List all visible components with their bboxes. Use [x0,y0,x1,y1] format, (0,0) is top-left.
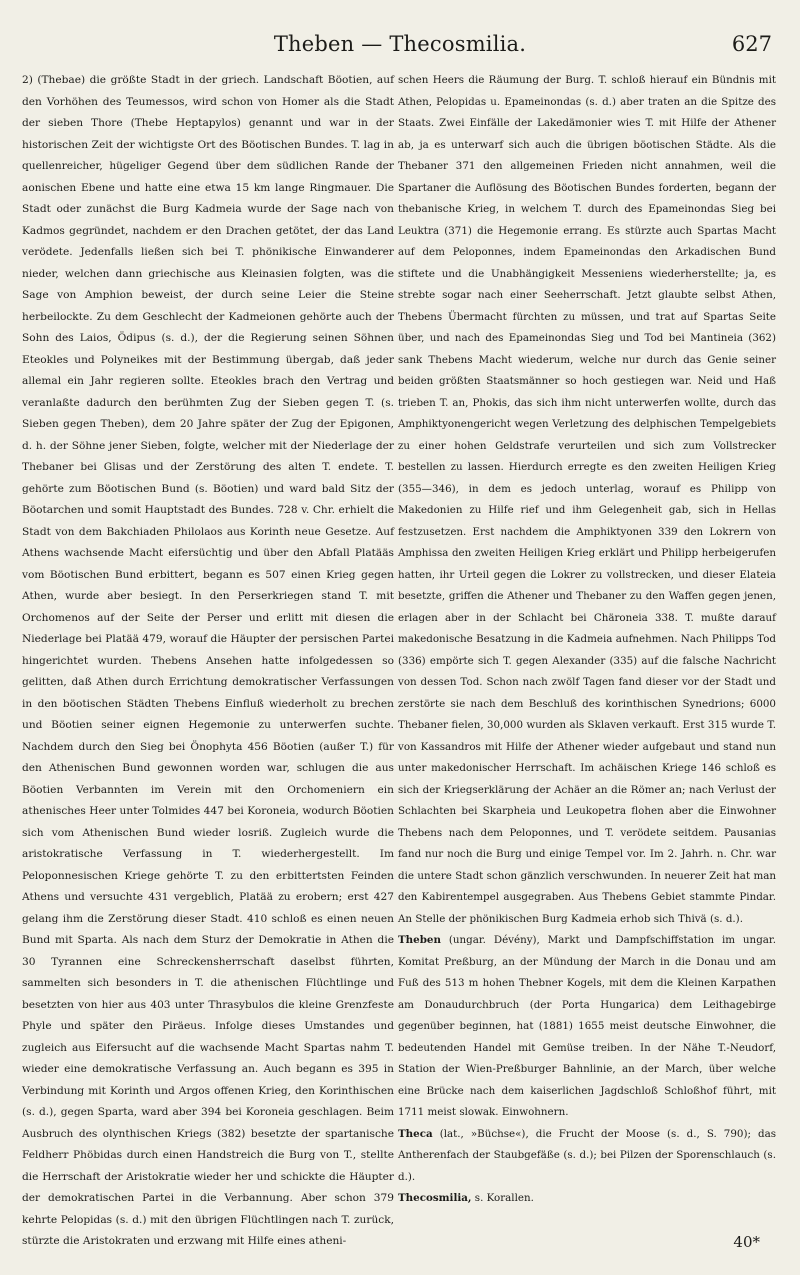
page-number: 627 [731,32,772,56]
entry-theben-ungarn [398,930,776,1124]
right-column [398,70,776,1210]
running-title: Theben — Thecosmilia. [273,32,527,56]
signature-mark: 40* [733,1233,760,1251]
lemma-thecosmilia: Thecosmilia, [398,1192,472,1204]
lemma-theca: Theca [398,1127,433,1140]
entry-theben-text: (ungar. Dévény), Markt und Dampfschiffstation im ungar. Komitat Preßburg, an der Mündung der March in die Donau und am Fuß des 513 m hohen Thebner Kogels, mit dem die Kleinen Karpathen am Donaudurchbruch (der Porta Hungarica) dem Leithagebirge gegenüber beginnen, hat (1881) 1655 meist deutsche Einwohner, die bedeutenden Handel mit Gemüse treiben. In der Nähe T.-Neudorf, Station der Wien-Preßburger Bahnlinie, an der March, über welche eine Brücke nach dem kaiserlichen Jagdschloß Schloßhof führt, mit 1711 meist slowak. Einwohnern. [398,934,776,1118]
entry-theca-text: (lat., »Büchse«), die Frucht der Moose (s. d., S. 790); das Antherenfach der Staubgefäße (s. d.); bei Pilzen der Sporenschlauch (s. d.). [398,1127,776,1183]
left-column [22,70,394,1253]
entry-thecosmilia [398,1188,776,1210]
entry-thecosmilia-text: s. Korallen. [471,1192,534,1204]
paragraph-thebae-continued: schen Heers die Räumung der Burg. T. schloß hierauf ein Bündnis mit Athen, Pelopidas u. Epameinondas (s. d.) aber traten an die Spitze des Staats. Zwei Einfälle der Lakedämonier wies T. mit Hilfe der Athener ab, ja es unterwarf sich auch die übrigen böotischen Städte. Als die Thebaner 371 den allgemeinen Frieden nicht annahmen, weil die Spartaner die Auflösung des Böotischen Bundes forderten, begann der thebanische Krieg, in welchem T. durch des Epameinondas Sieg bei Leuktra (371) die Hegemonie errang. Es stürzte auch Spartas Macht auf dem Peloponnes, indem Epameinondas den Arkadischen Bund stiftete und die Unabhängigkeit Messeniens wiederherstellte; ja, es strebte sogar nach einer Seeherrschaft. Jetzt glaubte selbst Athen, Thebens Übermacht fürchten zu müssen, und trat auf Spartas Seite über, und nach des Epameinondas Sieg und Tod bei Mantineia (362) sank Thebens Macht wiederum, welche nur durch das Genie seiner beiden größten Staatsmänner so hoch gestiegen war. Neid und Haß trieben T. an, Phokis, das sich ihm nicht unterwerfen wollte, durch das Amphiktyonengericht wegen Verletzung des delphischen Tempelgebiets zu einer hohen Geldstrafe verurteilen und sich zum Vollstrecker bestellen zu lassen. Hierdurch erregte es den zweiten Heiligen Krieg (355—346), in dem es jedoch unterlag, worauf es Philipp von Makedonien zu Hilfe rief und ihm Gelegenheit gab, sich in Hellas festzusetzen. Erst nachdem die Amphiktyonen 339 den Lokrern von Amphissa den zweiten Heiligen Krieg erklärt und Philipp herbeigerufen hatten, ihr Urteil gegen die Lokrer zu vollstrecken, und dieser Elateia besetzte, griffen die Athener und Thebaner zu den Waffen gegen jenen, erlagen aber in der Schlacht bei Chäroneia 338. T. mußte darauf makedonische Besatzung in die Kadmeia aufnehmen. Nach Philipps Tod (336) empörte sich T. gegen Alexander (335) auf die falsche Nachricht von dessen Tod. Schon nach zwölf Tagen fand dieser vor der Stadt und zerstörte sie nach dem Beschluß des korinthischen Synedrions; 6000 Thebaner fielen, 30,000 wurden als Sklaven verkauft. Erst 315 wurde T. von Kassandros mit Hilfe der Athener wieder aufgebaut und stand nun unter makedonischer Herrschaft. Im achäischen Kriege 146 schloß es sich der Kriegserklärung der Achäer an die Römer an; nach Verlust der Schlachten bei Skarpheia und Leukopetra flohen aber die Einwohner Thebens nach dem Peloponnes, und T. verödete seitdem. Pausanias fand nur noch die Burg und einige Tempel vor. Im 2. Jahrh. n. Chr. war die untere Stadt schon gänzlich verschwunden. In neuerer Zeit hat man den Kabirentempel ausgegraben. Aus Thebens Gebiet stammte Pindar. An Stelle der phönikischen Burg Kadmeia erhob sich Thivä (s. d.). [398,74,776,925]
paragraph-thebae: 2) (Thebae) die größte Stadt in der griech. Landschaft Böotien, auf den Vorhöhen des Teumessos, wird schon von Homer als die Stadt der sieben Thore (Thebe Heptapylos) genannt und war in der historischen Zeit der wichtigste Ort des Böotischen Bundes. T. lag in quellenreicher, hügeliger Gegend über dem südlichen Rande der aonischen Ebene und hatte eine etwa 15 km lange Ringmauer. Die Stadt oder zunächst die Burg Kadmeia wurde der Sage nach von Kadmos gegründet, nachdem er den Drachen getötet, der das Land verödete. Jedenfalls ließen sich bei T. phönikische Einwanderer nieder, welchen dann griechische aus Kleinasien folgten, was die Sage von Amphion beweist, der durch seine Leier die Steine herbeilockte. Zu dem Geschlecht der Kadmeionen gehörte auch der Sohn des Laios, Ödipus (s. d.), der die Regierung seinen Söhnen Eteokles und Polyneikes mit der Bestimmung übergab, daß jeder allemal ein Jahr regieren sollte. Eteokles brach den Vertrag und veranlaßte dadurch den berühmten Zug der Sieben gegen T. (s. Sieben gegen Theben), dem 20 Jahre später der Zug der Epigonen, d. h. der Söhne jener Sieben, folgte, welcher mit der Niederlage der Thebaner bei Glisas und der Zerstörung des alten T. endete. T. gehörte zum Böotischen Bund (s. Böotien) und ward bald Sitz der Böotarchen und somit Hauptstadt des Bundes. 728 v. Chr. erhielt die Stadt von dem Bakchiaden Philolaos aus Korinth neue Gesetze. Auf Athens wachsende Macht eifersüchtig und über den Abfall Platääs vom Böotischen Bund erbittert, begann es 507 einen Krieg gegen Athen, wurde aber besiegt. In den Perserkriegen stand T. mit Orchomenos auf der Seite der Perser und erlitt mit diesen die Niederlage bei Platää 479, worauf die Häupter der persischen Partei hingerichtet wurden. Thebens Ansehen hatte infolgedessen so gelitten, daß Athen durch Errichtung demokratischer Verfassungen in den böotischen Städten Thebens Einfluß wiederholt zu brechen und Böotien seiner eignen Hegemonie zu unterwerfen suchte. Nachdem durch den Sieg bei Önophyta 456 Böotien (außer T.) für den Athenischen Bund gewonnen worden war, schlugen die aus Böotien Verbannten im Verein mit den Orchomeniern ein athenisches Heer unter Tolmides 447 bei Koroneia, wodurch Böotien sich vom Athenischen Bund wieder losriß. Zugleich wurde die aristokratische Verfassung in T. wiederhergestellt. Im Peloponnesischen Kriege gehörte T. zu den erbittertsten Feinden Athens und versuchte 431 vergeblich, Platää zu erobern; erst 427 gelang ihm die Zerstörung dieser Stadt. 410 schloß es einen neuen Bund mit Sparta. Als nach dem Sturz der Demokratie in Athen die 30 Tyrannen eine Schreckensherrschaft daselbst führten, sammelten sich besonders in T. die athenischen Flüchtlinge und besetzten von hier aus 403 unter Thrasybulos die kleine Grenzfeste Phyle und später den Piräeus. Infolge dieses Umstandes und zugleich aus Eifersucht auf die wachsende Macht Spartas nahm T. wieder eine demokratische Verfassung an. Auch begann es 395 in Verbindung mit Korinth und Argos offenen Krieg, den Korinthischen (s. d.), gegen Sparta, ward aber 394 bei Koroneia geschlagen. Beim Ausbruch des olynthischen Kriegs (382) besetzte der spartanische Feldherr Phöbidas durch einen Handstreich die Burg von T., stellte die Herrschaft der Aristokratie wieder her und schickte die Häupter der demokratischen Partei in die Verbannung. Aber schon 379 kehrte Pelopidas (s. d.) mit den übrigen Flüchtlingen nach T. zurück, stürzte die Aristokraten und erzwang mit Hilfe eines atheni- [22,74,394,1247]
page-header [0,32,800,62]
lemma-theben: Theben [398,934,441,946]
entry-theca [398,1124,776,1189]
